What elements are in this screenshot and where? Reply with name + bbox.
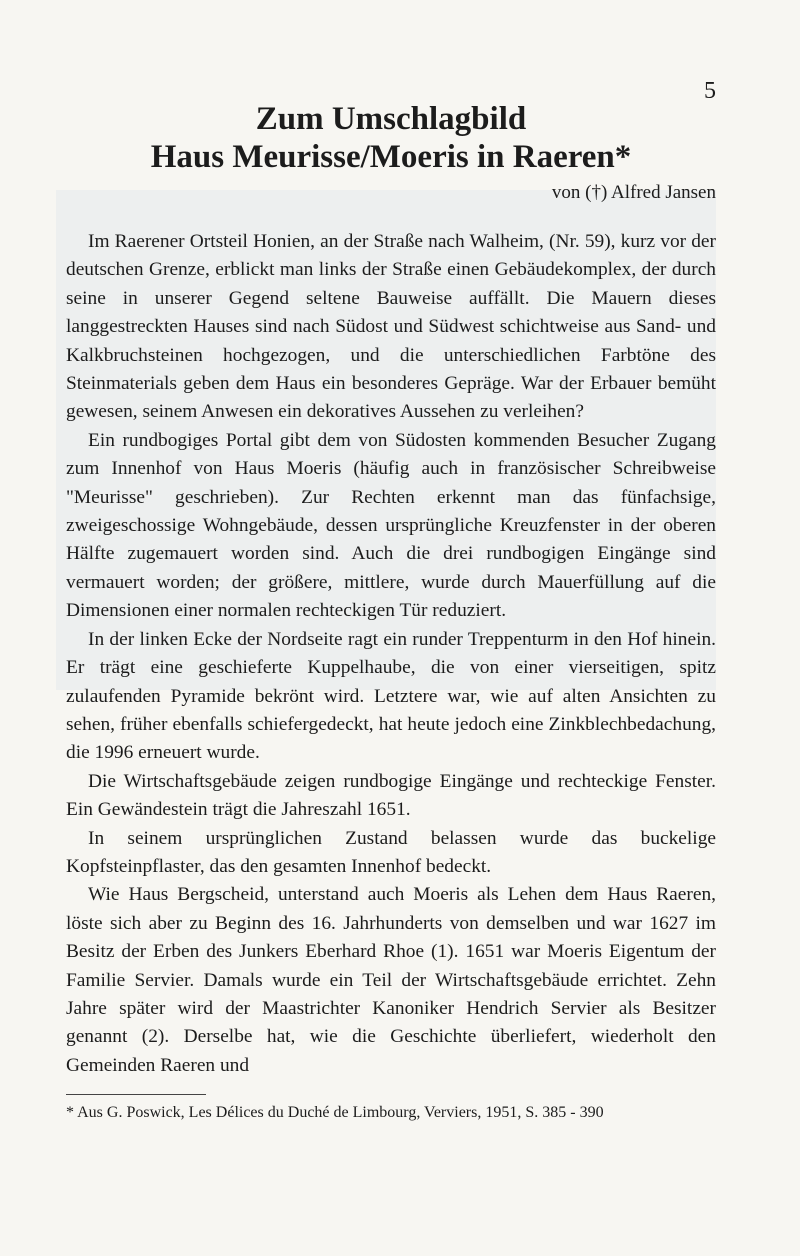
title-line-1: Zum Umschlagbild	[255, 101, 527, 137]
paragraph-1: Im Raerener Ortsteil Honien, an der Straße nach Walheim, (Nr. 59), kurz vor der deutschen Grenze, erblickt man links der Straße einen Gebäudekomplex, der durch seine in unserer Gegend seltene Bauweise auffällt. Die Mauern dieses langgestreckten Hauses sind nach Südost und Südwest schichtweise aus Sand- und Kalkbruchsteinen hochgezogen, und die unterschiedlichen Farbtöne des Steinmaterials geben dem Haus ein besonderes Gepräge. War der Erbauer bemüht gewesen, seinem Anwesen ein dekoratives Aussehen zu verleihen?	[66, 231, 716, 423]
paragraph-5: In seinem ursprünglichen Zustand belassen wurde das buckelige Kopfsteinpflaster, das den gesamten Innenhof bedeckt.	[66, 827, 716, 877]
title-line-2: Haus Meurisse/Moeris in Raeren*	[150, 139, 632, 175]
paragraph-4: Die Wirtschaftsgebäude zeigen rundbogige Eingänge und rechteckige Fenster. Ein Gewändestein trägt die Jahreszahl 1651.	[66, 770, 716, 821]
footnote: * Aus G. Poswick, Les Délices du Duché de Limbourg, Verviers, 1951, S. 385 - 390	[66, 1104, 604, 1122]
paragraph-6: Wie Haus Bergscheid, unterstand auch Moeris als Lehen dem Haus Raeren, löste sich aber zu Beginn des 16. Jahrhunderts von demselben und war 1627 im Besitz der Erben des Junkers Eberhard Rhoe (1). 1651 war Moeris Eigentum der Familie Servier. Damals wurde ein Teil der Wirtschaftsgebäude errichtet. Zehn Jahre später wird der Maastrichter Kanoniker Hendrich Servier als Besitzer genannt (2). Derselbe hat, wie die Geschichte überliefert, wiederholt den Gemeinden Raeren und	[66, 884, 716, 1076]
author-byline: von (†) Alfred Jansen	[551, 182, 716, 203]
paragraph-3: In der linken Ecke der Nordseite ragt ein runder Treppenturm in den Hof hinein. Er trägt eine geschieferte Kuppelhaube, die von einer vierseitigen, spitz zulaufenden Pyramide bekrönt wird. Letztere war, wie auf alten Ansichten zu sehen, früher ebenfalls schiefergedeckt, hat heute jedoch eine Zinkblechbedachung, die 1996 erneuert wurde.	[66, 628, 716, 764]
document-page	[66, 78, 716, 1123]
paragraph-2: Ein rundbogiges Portal gibt dem von Südosten kommenden Besucher Zugang zum Innenhof von Haus Moeris (häufig auch in französischer Schreibweise "Meurisse" geschrieben). Zur Rechten erkennt man das fünfachsige, zweigeschossige Wohngebäude, dessen ursprüngliche Kreuzfenster in der oberen Hälfte zugemauert worden sind. Auch die drei rundbogigen Eingänge sind vermauert worden; der größere, mittlere, wurde durch Mauerfüllung auf die Dimensionen einer normalen rechteckigen Tür reduziert.	[66, 429, 716, 622]
article-body	[66, 228, 716, 1080]
page-number: 5	[704, 78, 716, 104]
article-title	[66, 100, 716, 176]
footnote-divider	[66, 1094, 206, 1095]
